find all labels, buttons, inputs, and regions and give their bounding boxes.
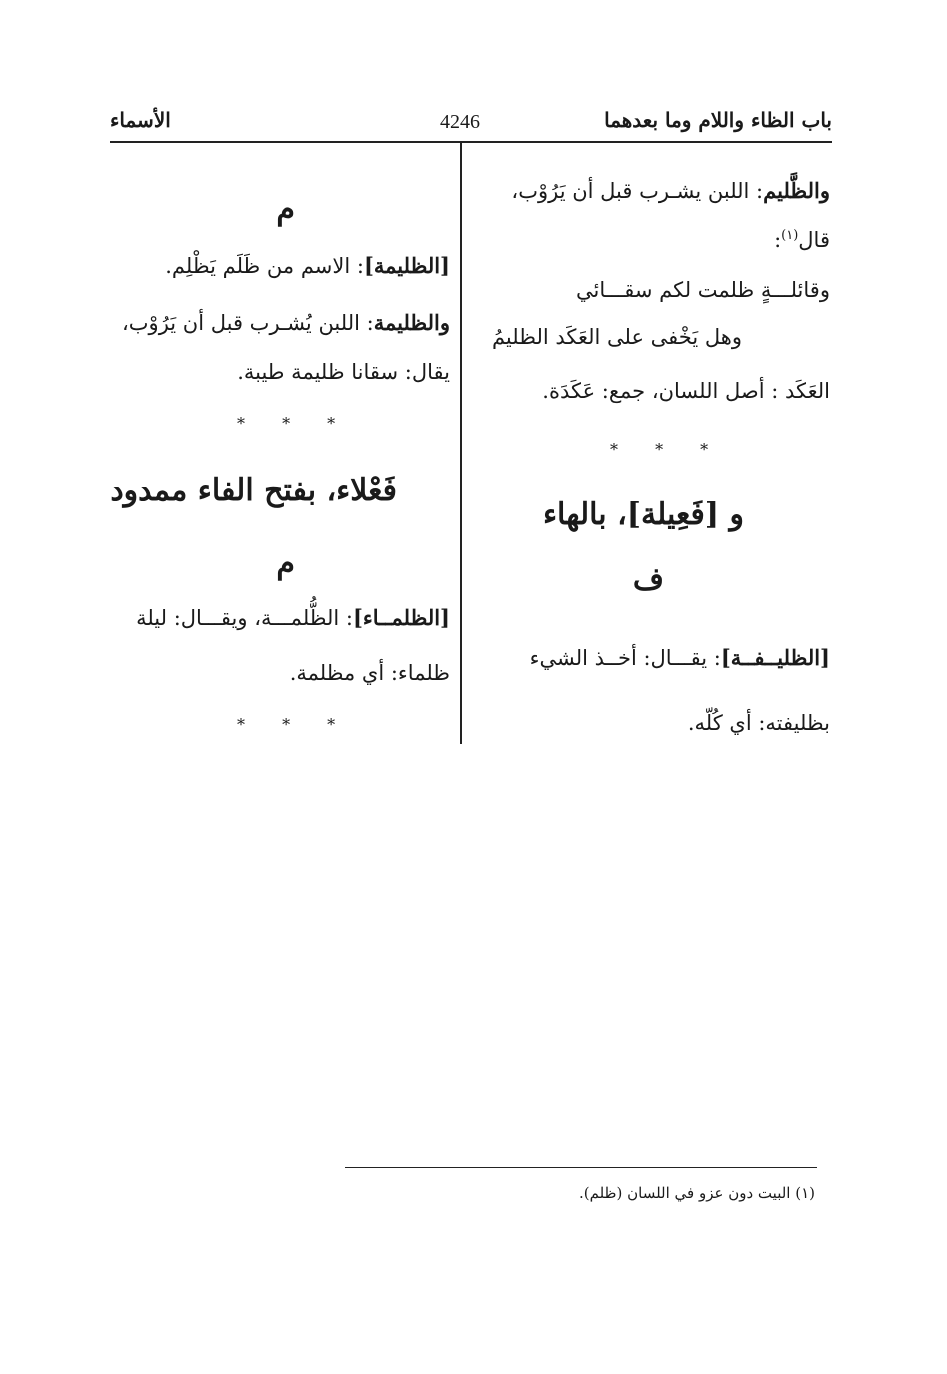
entry-zalifa	[530, 645, 830, 671]
definition: : اللبن يشـرب قبل أن يَرُوْب،	[511, 179, 764, 203]
separator-stars: * * *	[237, 715, 352, 734]
verse-line-2: وهل يَخْفى على العَكَد الظليمُ	[491, 325, 742, 349]
headword: والظَّليم	[763, 178, 830, 203]
definition: : يقـــال: أخــذ الشيء	[529, 646, 721, 670]
column-divider	[460, 143, 462, 744]
entry-zalifa-cont: بظليفته: أي كُلّه.	[687, 711, 830, 735]
headword: [الظلمــاء]	[352, 605, 450, 630]
entry-zalima-2	[122, 310, 450, 336]
chapter-title: باب الظاء واللام وما بعدهما	[604, 108, 832, 132]
headword: والظليمة	[373, 310, 450, 335]
section-heading-faila: و [فَعِيلة]، بالهاء	[542, 497, 744, 532]
entry-zalima-1	[165, 253, 450, 279]
verse-colon: :	[774, 228, 782, 252]
gloss-akad: العَكَد : أصل اللسان، جمع: عَكَدَة.	[542, 379, 830, 403]
verse-line-1: وقائلـــةٍ ظلمت لكم سقـــائي	[576, 278, 830, 302]
separator-stars: * * *	[237, 414, 352, 433]
definition: : اللبن يُشـرب قبل أن يَرُوْب،	[122, 311, 374, 335]
qala-label: قال	[798, 228, 830, 252]
letter-fa: ف	[632, 562, 664, 597]
verse-intro	[774, 228, 830, 253]
separator-stars: * * *	[610, 440, 725, 459]
footnote-ref: (١)	[781, 228, 799, 243]
letter-mim-1: م	[276, 192, 295, 227]
footnote: (١) البيت دون عزو في اللسان (ظلم).	[578, 1184, 815, 1202]
headword: [الظليــفــة]	[720, 645, 830, 670]
page-number: 4246	[440, 111, 480, 133]
entry-zalim	[511, 178, 830, 204]
entry-zalma-cont: ظلماء: أي مظلمة.	[289, 661, 450, 685]
entry-zalima-2-cont: يقال: سقانا ظليمة طيبة.	[237, 360, 450, 384]
section-heading-fala: فَعْلاء، بفتح الفاء ممدود	[110, 473, 397, 508]
definition: : الظُّلمـــة، ويقـــال: ليلة	[136, 606, 353, 630]
entry-zalma	[136, 605, 450, 631]
definition: : الاسم من ظَلَم يَظْلِم.	[165, 254, 364, 278]
section-title: الأسماء	[110, 108, 171, 132]
letter-mim-2: م	[276, 546, 295, 581]
headword: [الظليمة]	[363, 253, 450, 278]
header-rule	[110, 141, 832, 143]
footnote-rule	[345, 1167, 817, 1168]
